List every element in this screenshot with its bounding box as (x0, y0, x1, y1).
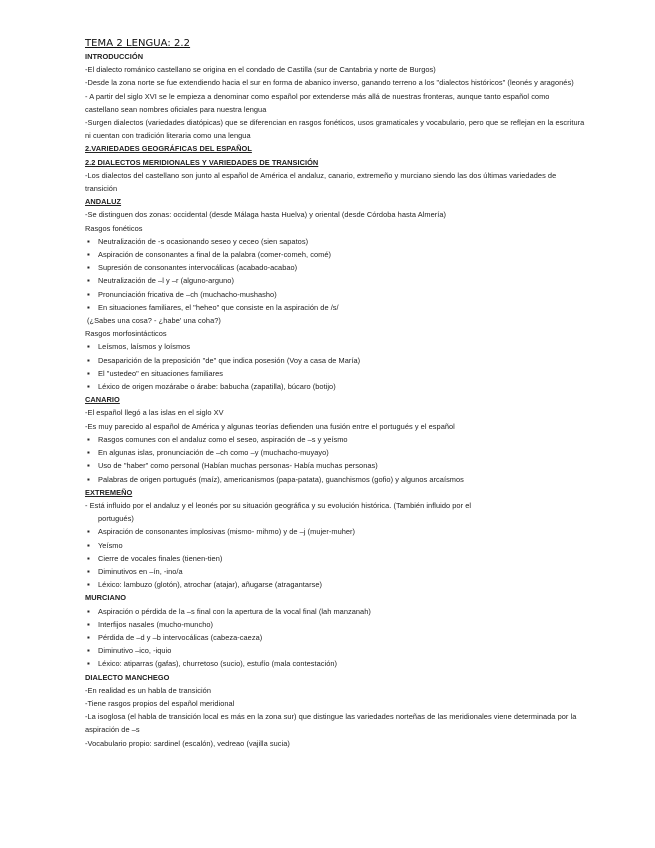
manchego-line: -En realidad es un habla de transición (85, 685, 211, 695)
intro-line: - A partir del siglo XVI se le empieza a denominar como español por extenderse más allá de nuestras fronteras, aunque tanto español como castellano sean nombres oficiales para nuestra lengua (85, 91, 550, 114)
list-item: ▪ Cierre de vocales finales (tienen-tien) (85, 552, 585, 565)
list-item: ▪ En situaciones familiares, el "heheo" que consiste en la aspiración de /s/ (85, 301, 585, 314)
andaluz-morf-heading: Rasgos morfosintácticos (85, 329, 167, 339)
andaluz-morf-list (85, 340, 585, 393)
canario-line: -El español llegó a las islas en el siglo XV (85, 408, 224, 418)
intro-line: -Surgen dialectos (variedades diatópicas) que se diferencian en rasgos fonéticos, usos gramaticales y vocabulario, pero que se reflejan en la escritura ni cuentan con tradición literaria como una lengua (85, 118, 585, 141)
andaluz-fon-heading: Rasgos fonéticos (85, 223, 143, 233)
list-item: ▪ Diminutivo –ico, -iquio (85, 644, 585, 657)
andaluz-fon-note: (¿Sabes una cosa? - ¿habe' una coha?) (87, 316, 221, 326)
intro-line: -El dialecto románico castellano se origina en el condado de Castilla (sur de Cantabria y norte de Burgos) (85, 65, 436, 75)
list-item: ▪ Léxico: atiparras (gafas), churretoso (sucio), estufío (mala contestación) (85, 657, 585, 670)
list-item: ▪ Léxico: lambuzo (glotón), atrochar (atajar), añugarse (atragantarse) (85, 578, 585, 591)
list-item: ▪ Supresión de consonantes intervocálicas (acabado-acabao) (85, 261, 585, 274)
list-item: ▪ Leísmos, laísmos y loísmos (85, 340, 585, 353)
document-title: TEMA 2 LENGUA: 2.2 (85, 38, 191, 49)
canario-heading: CANARIO (85, 395, 120, 405)
manchego-heading: DIALECTO MANCHEGO (85, 672, 170, 682)
list-item: ▪ En algunas islas, pronunciación de –ch como –y (muchacho-muyayo) (85, 446, 585, 459)
document-page (85, 37, 585, 750)
canario-line: -Es muy parecido al español de América y algunas teorías defienden una fusión entre el portugués y el español (85, 421, 455, 431)
extremeno-list (85, 525, 585, 591)
manchego-line: -Vocabulario propio: sardinel (escalón), vedreao (vajilla sucia) (85, 738, 290, 748)
list-item: ▪ Diminutivos en –ín, -ino/a (85, 565, 585, 578)
intro-line: -Desde la zona norte se fue extendiendo hacia el sur en forma de abanico inverso, ganando terreno a los "dialectos históricos" (leonés y aragonés) (85, 78, 574, 88)
murciano-list (85, 605, 585, 671)
list-item: ▪ Aspiración de consonantes implosivas (mismo- mihmo) y de –j (mujer-muher) (85, 525, 585, 538)
andaluz-heading: ANDALUZ (85, 197, 122, 207)
manchego-line: -Tiene rasgos propios del español meridional (85, 698, 235, 708)
list-item: ▪ Desaparición de la preposición "de" que indica posesión (Voy a casa de María) (85, 354, 585, 367)
andaluz-fon-list (85, 235, 585, 314)
andaluz-intro: -Se distinguen dos zonas: occidental (desde Málaga hasta Huelva) y oriental (desde Córdoba hasta Almería) (85, 210, 447, 220)
list-item: ▪ Yeísmo (85, 539, 585, 552)
list-item: ▪ Pronunciación fricativa de –ch (muchacho-mushasho) (85, 288, 585, 301)
intro-heading: INTRODUCCIÓN (85, 52, 144, 61)
list-item: ▪ Palabras de origen portugués (maíz), americanismos (papa-patata), guanchismos (gofio) y algunos arcaísmos (85, 473, 585, 486)
list-item: ▪ Interfijos nasales (mucho-muncho) (85, 618, 585, 631)
manchego-line: -La isoglosa (el habla de transición local es más en la zona sur) que distingue las variedades norteñas de las meridionales viene determinada por la aspiración de –s (85, 712, 577, 735)
list-item: ▪ Uso de "haber" como personal (Habían muchas personas- Había muchas personas) (85, 459, 585, 472)
section-2-2-heading: 2.2 DIALECTOS MERIDIONALES Y VARIEDADES DE TRANSICIÓN (85, 157, 319, 167)
extremeno-line: - Está influido por el andaluz y el leonés por su situación geográfica y su evolución histórica. (También influido por el (85, 500, 472, 510)
list-item: ▪ Rasgos comunes con el andaluz como el seseo, aspiración de –s y yeísmo (85, 433, 585, 446)
list-item: ▪ Neutralización de –l y –r (alguno-arguno) (85, 274, 585, 287)
extremeno-heading: EXTREMEÑO (85, 487, 133, 497)
list-item: ▪ Aspiración de consonantes a final de la palabra (comer-comeh, comé) (85, 248, 585, 261)
extremeno-line: portugués) (98, 514, 134, 524)
list-item: ▪ Léxico de origen mozárabe o árabe: babucha (zapatilla), búcaro (botijo) (85, 380, 585, 393)
murciano-heading: MURCIANO (85, 593, 127, 603)
list-item: ▪ Aspiración o pérdida de la –s final con la apertura de la vocal final (lah manzanah) (85, 605, 585, 618)
list-item: ▪ El "ustedeo" en situaciones familiares (85, 367, 585, 380)
section-2-heading: 2.VARIEDADES GEOGRÁFICAS DEL ESPAÑOL (85, 144, 252, 154)
canario-list (85, 433, 585, 486)
section-2-2-text: -Los dialectos del castellano son junto al español de América el andaluz, canario, extremeño y murciano siendo las dos últimas variedades de transición (85, 170, 557, 194)
list-item: ▪ Neutralización de -s ocasionando seseo y ceceo (sien sapatos) (85, 235, 585, 248)
list-item: ▪ Pérdida de –d y –b intervocálicas (cabeza-caeza) (85, 631, 585, 644)
